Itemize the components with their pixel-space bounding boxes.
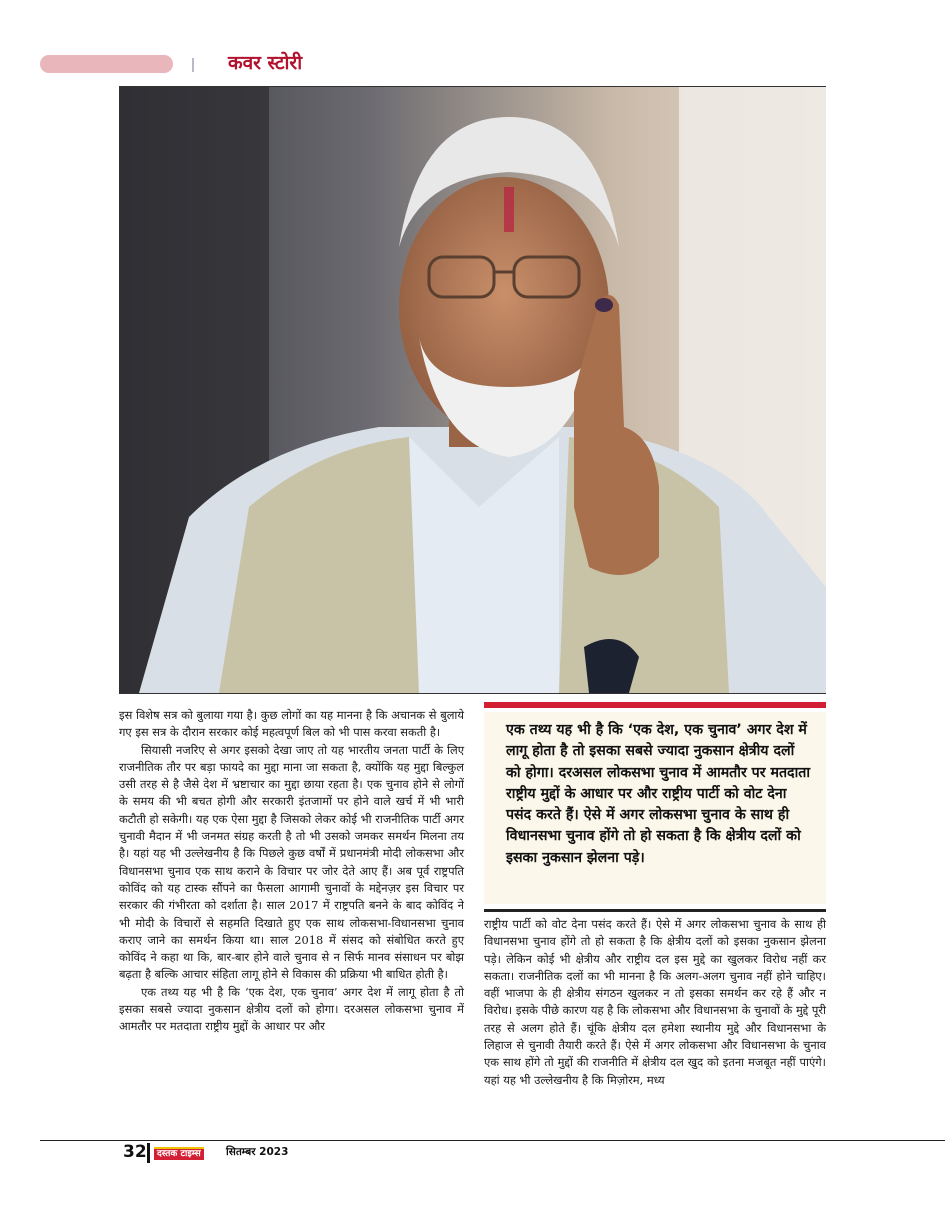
- cover-photo: [119, 86, 826, 694]
- paragraph: सियासी नजरिए से अगर इसको देखा जाए तो यह भारतीय जनता पार्टी के लिए राजनीतिक तौर पर बड़ा फायदे का मुद्दा माना जा सकता है, क्योंकि यह मुद्दा बिल्कुल उसी तरह से है जैसे देश में भ्रष्टाचार का मुद्दा छाया रहता है। एक चुनाव होने से लोगों के समय की भी बचत होगी और सरकारी इंतजामों पर होने वाले खर्च में भी भारी कटौती हो सकेगी। यह एक ऐसा मुद्दा है जिसको लेकर कोई भी राजनीतिक पार्टी अगर चुनावी मैदान में भी जनमत संग्रह करती है तो भी उसको जमकर समर्थन मिलना तय है। यहां यह भी उल्लेखनीय है कि पिछले कुछ वर्षों में प्रधानमंत्री मोदी लोकसभा और विधानसभा चुनाव एक साथ कराने के विचार पर जोर देते आए हैं। अब पूर्व राष्ट्रपति कोविंद को यह टास्क सौंपने का फैसला आगामी चुनावों के मद्देनज़र इस विचार पर सरकार की गंभीरता को दर्शाता है। साल 2017 में राष्ट्रपति बनने के बाद कोविंद ने भी मोदी के विचारों से सहमति दिखाते हुए एक साथ लोकसभा-विधानसभा चुनाव कराए जाने का समर्थन किया था। साल 2018 में संसद को संबोधित करते हुए कोविंद ने कहा था कि, बार-बार होने वाले चुनाव से न सिर्फ मानव संसाधन पर बोझ बढ़ता है बल्कि आचार संहिता लागू होने से विकास की प्रक्रिया भी बाधित होती है।: [119, 742, 464, 982]
- article-right-column: [484, 916, 826, 1089]
- header-decor-pill: [40, 55, 173, 73]
- section-title: कवर स्टोरी: [228, 52, 303, 74]
- paragraph: इस विशेष सत्र को बुलाया गया है। कुछ लोगों का यह मानना है कि अचानक से बुलाये गए इस सत्र के दौरान सरकार कोई महत्वपूर्ण बिल को भी पास करवा सकती है।: [119, 708, 464, 740]
- pull-quote-bottom-rule: [484, 909, 826, 912]
- pull-quote-text: एक तथ्य यह भी है कि ‘एक देश, एक चुनाव’ अगर देश में लागू होता है तो इसका सबसे ज्यादा नुकसान क्षेत्रीय दलों को होगा। दरअसल लोकसभा चुनाव में आमतौर पर मतदाता राष्ट्रीय मुद्दों के आधार पर और राष्ट्रीय पार्टी को वोट देना पसंद करते हैं। ऐसे में अगर लोकसभा चुनाव के साथ ही विधानसभा चुनाव होंगे तो हो सकता है कि क्षेत्रीय दलों को इसका नुकसान झेलना पड़े।: [506, 722, 811, 866]
- article-left-column: [119, 707, 464, 1036]
- footer-rule: [40, 1140, 945, 1141]
- magazine-logo: दस्तक टाइम्स: [154, 1147, 204, 1160]
- page-number: 32: [123, 1142, 147, 1162]
- footer-separator: [147, 1143, 150, 1163]
- pull-quote: [484, 702, 826, 911]
- header-separator: [192, 58, 194, 72]
- paragraph: राष्ट्रीय पार्टी को वोट देना पसंद करते हैं। ऐसे में अगर लोकसभा चुनाव के साथ ही विधानसभा चुनाव होंगे तो हो सकता है कि क्षेत्रीय दलों को इसका नुकसान झेलना पड़े। लेकिन कोई भी क्षेत्रीय और राष्ट्रीय दल इस मुद्दे का खुलकर विरोध नहीं कर सकता। राजनीतिक दलों का भी मानना है कि अलग-अलग चुनाव नहीं होने चाहिए। वहीं भाजपा के ही क्षेत्रीय संगठन खुलकर न तो इसका समर्थन कर रहे हैं और न विरोध। इसके पीछे कारण यह है कि लोकसभा और विधानसभा के चुनावों के मुद्दे पूरी तरह से अलग होते हैं। चूंकि क्षेत्रीय दल हमेशा स्थानीय मुद्दे और विधानसभा के लिहाज से चुनावी तैयारी करते हैं। ऐसे में अगर लोकसभा और विधानसभा के चुनाव एक साथ होंगे तो मुद्दों की राजनीति में क्षेत्रीय दल खुद को इतना मजबूत नहीं पाएंगे। यहां यह भी उल्लेखनीय है कि मिज़ोरम, मध्य: [484, 917, 826, 1087]
- photo-voter-showing-inked-finger-icon: [119, 87, 826, 693]
- paragraph: एक तथ्य यह भी है कि ‘एक देश, एक चुनाव’ अगर देश में लागू होता है तो इसका सबसे ज्यादा नुकसान क्षेत्रीय दलों को होगा। दरअसल लोकसभा चुनाव में आमतौर पर मतदाता राष्ट्रीय मुद्दों के आधार पर और: [119, 984, 464, 1034]
- issue-date: सितम्बर 2023: [226, 1146, 289, 1158]
- pull-quote-top-rule: [484, 702, 826, 708]
